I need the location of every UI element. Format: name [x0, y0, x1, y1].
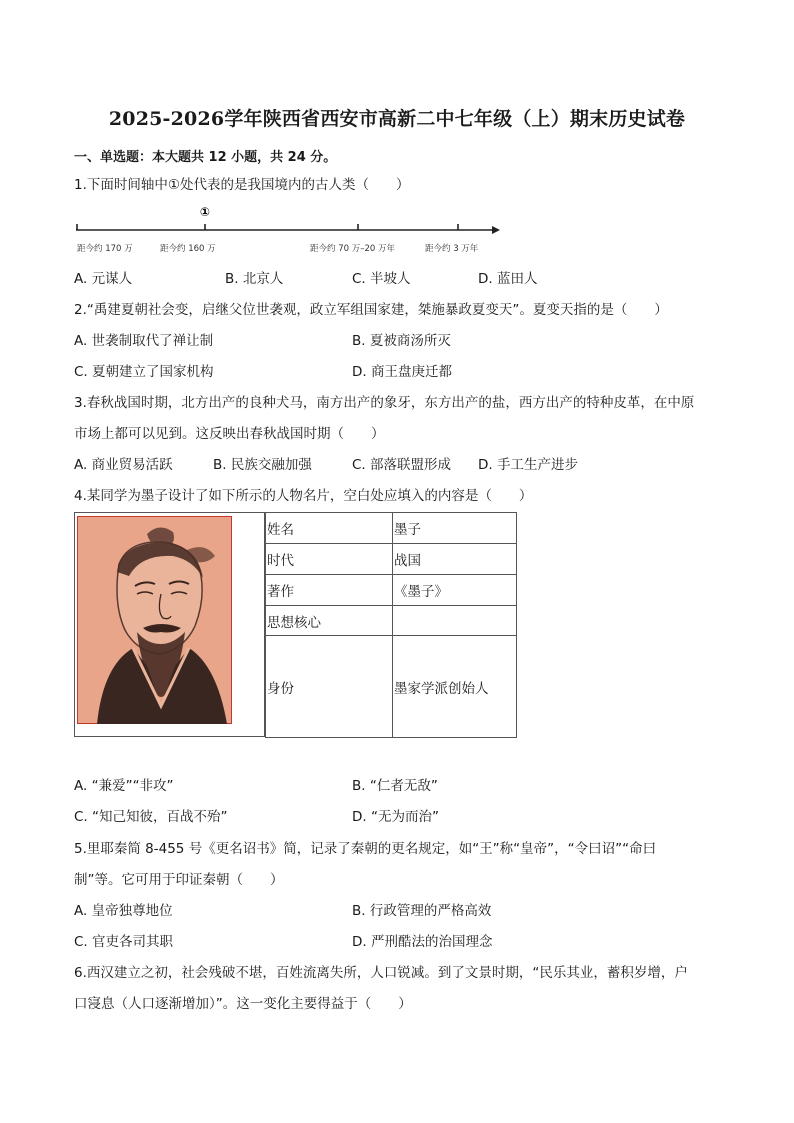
info-value: 战国	[393, 544, 517, 575]
info-row-name	[266, 513, 517, 544]
q1-option-d: D. 蓝田人	[478, 271, 538, 287]
q5-option-c: C. 官吏各司其职	[74, 934, 174, 950]
question-5-stem-line-1: 5.里耶秦简 8-455 号《更名诏书》简，记录了秦朝的更名规定，如“王”称“皇帝”，“令曰诏”“命曰	[74, 841, 657, 857]
info-value-blank	[393, 606, 517, 636]
question-5-stem-line-2: 制”等。它可用于印证秦朝（ ）	[74, 872, 284, 888]
info-row-works	[266, 575, 517, 606]
mozi-info-table	[265, 512, 517, 738]
question-6-stem-line-2: 口寖息（人口逐渐增加）”。这一变化主要得益于（ ）	[74, 996, 412, 1012]
info-row-identity	[266, 636, 517, 738]
page-title: 2025-2026学年陕西省西安市高新二中七年级（上）期末历史试卷	[108, 108, 686, 130]
section-heading: 一、单选题：本大题共 12 小题，共 24 分。	[74, 150, 337, 165]
info-row-core-thought	[266, 606, 517, 636]
timeline-label-3: 距今约 70 万–20 万年	[310, 244, 395, 254]
question-1-stem: 1.下面时间轴中①处代表的是我国境内的古人类（ ）	[74, 177, 410, 193]
q4-option-c: C. “知己知彼，百战不殆”	[74, 809, 228, 825]
timeline-label-2: 距今约 160 万	[160, 244, 216, 254]
q4-option-a: A. “兼爱”“非攻”	[74, 778, 174, 794]
question-6-stem-line-1: 6.西汉建立之初，社会残破不堪，百姓流离失所，人口锐减。到了文景时期，“民乐其业，蓄积岁增，户	[74, 965, 688, 981]
info-row-era	[266, 544, 517, 575]
timeline-label-1: 距今约 170 万	[77, 244, 133, 254]
q4-option-b: B. “仁者无敌”	[352, 778, 438, 794]
q5-option-a: A. 皇帝独尊地位	[74, 903, 173, 919]
timeline-marker: ①	[199, 205, 211, 219]
q2-option-b: B. 夏被商汤所灭	[352, 333, 451, 349]
timeline-label-4: 距今约 3 万年	[425, 244, 479, 254]
timeline-arrow	[492, 226, 500, 234]
question-3-stem-line-1: 3.春秋战国时期，北方出产的良种犬马，南方出产的象牙，东方出产的盐，西方出产的特种皮革，在中原	[74, 395, 695, 411]
q5-option-d: D. 严刑酷法的治国理念	[352, 934, 493, 950]
info-key: 思想核心	[266, 606, 393, 636]
q3-option-c: C. 部落联盟形成	[352, 457, 452, 473]
question-3-stem-line-2: 市场上都可以见到。这反映出春秋战国时期（ ）	[74, 426, 385, 442]
info-key: 身份	[266, 636, 393, 738]
q2-option-d: D. 商王盘庚迁都	[352, 364, 452, 380]
info-value: 《墨子》	[393, 575, 517, 606]
info-key: 姓名	[266, 513, 393, 544]
question-2-stem: 2.“禹建夏朝社会变，启继父位世袭观，政立军组国家建，桀施暴政夏变天”。夏变天指的是（ ）	[74, 302, 668, 318]
q3-option-b: B. 民族交融加强	[213, 457, 312, 473]
q1-option-c: C. 半坡人	[352, 271, 411, 287]
mozi-portrait-image	[77, 516, 232, 724]
info-key: 时代	[266, 544, 393, 575]
question-4-stem: 4.某同学为墨子设计了如下所示的人物名片，空白处应填入的内容是（ ）	[74, 488, 533, 504]
mozi-name-card	[74, 512, 517, 737]
info-value: 墨子	[393, 513, 517, 544]
info-value: 墨家学派创始人	[393, 636, 517, 738]
q1-option-a: A. 元谋人	[74, 271, 133, 287]
q2-option-c: C. 夏朝建立了国家机构	[74, 364, 214, 380]
q2-option-a: A. 世袭制取代了禅让制	[74, 333, 214, 349]
mozi-portrait	[74, 512, 265, 737]
info-key: 著作	[266, 575, 393, 606]
q1-option-b: B. 北京人	[225, 271, 284, 287]
q4-option-d: D. “无为而治”	[352, 809, 439, 825]
q3-option-d: D. 手工生产进步	[478, 457, 578, 473]
q5-option-b: B. 行政管理的严格高效	[352, 903, 492, 919]
q3-option-a: A. 商业贸易活跃	[74, 457, 173, 473]
timeline	[74, 200, 514, 260]
